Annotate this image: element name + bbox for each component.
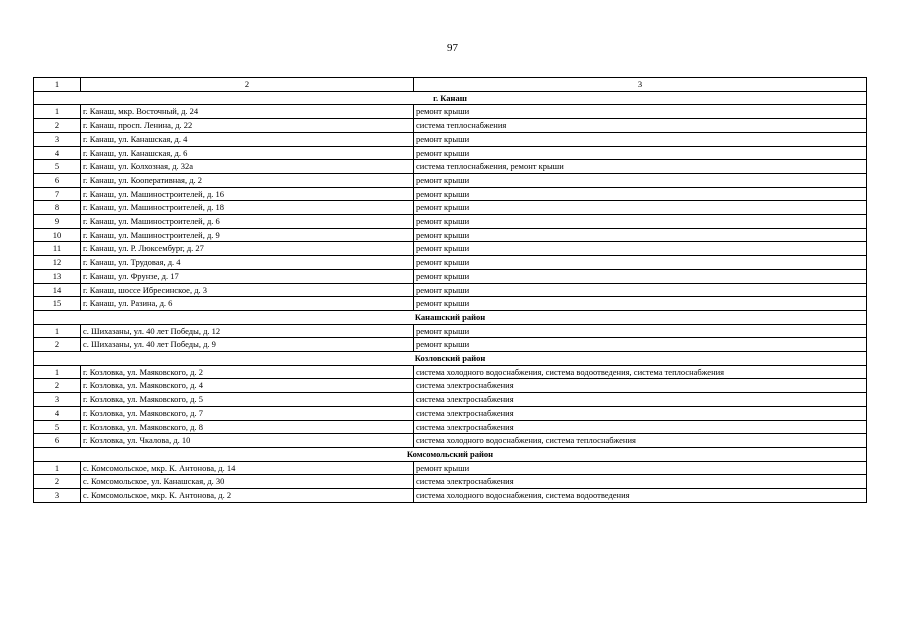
table-row [34, 173, 867, 187]
header-row [34, 78, 867, 92]
section-title: Комсомольский район [34, 447, 867, 461]
work-type-cell: система теплоснабжения [414, 119, 867, 133]
work-type-cell: ремонт крыши [414, 256, 867, 270]
work-type-cell: ремонт крыши [414, 146, 867, 160]
address-cell: с. Комсомольское, мкр. К. Антонова, д. 2 [81, 489, 414, 503]
table-row [34, 283, 867, 297]
header-cell: 2 [81, 78, 414, 92]
work-type-cell: ремонт крыши [414, 105, 867, 119]
address-cell: с. Комсомольское, ул. Канашская, д. 30 [81, 475, 414, 489]
work-type-cell: ремонт крыши [414, 201, 867, 215]
address-cell: г. Канаш, мкр. Восточный, д. 24 [81, 105, 414, 119]
repair-table [33, 77, 867, 503]
work-type-cell: система электроснабжения [414, 475, 867, 489]
row-number: 1 [34, 365, 81, 379]
row-number: 9 [34, 215, 81, 229]
section-title: г. Канаш [34, 91, 867, 105]
address-cell: г. Канаш, ул. Р. Люксембург, д. 27 [81, 242, 414, 256]
address-cell: г. Козловка, ул. Маяковского, д. 5 [81, 393, 414, 407]
row-number: 1 [34, 324, 81, 338]
table-row [34, 201, 867, 215]
work-type-cell: ремонт крыши [414, 228, 867, 242]
table-row [34, 324, 867, 338]
row-number: 11 [34, 242, 81, 256]
row-number: 12 [34, 256, 81, 270]
row-number: 14 [34, 283, 81, 297]
work-type-cell: ремонт крыши [414, 242, 867, 256]
row-number: 1 [34, 461, 81, 475]
row-number: 2 [34, 475, 81, 489]
row-number: 2 [34, 338, 81, 352]
table-row [34, 420, 867, 434]
work-type-cell: система электроснабжения [414, 379, 867, 393]
address-cell: г. Канаш, ул. Машиностроителей, д. 9 [81, 228, 414, 242]
table-row [34, 489, 867, 503]
address-cell: г. Канаш, просп. Ленина, д. 22 [81, 119, 414, 133]
row-number: 4 [34, 146, 81, 160]
row-number: 3 [34, 132, 81, 146]
table-row [34, 406, 867, 420]
section-row [34, 91, 867, 105]
table-row [34, 242, 867, 256]
row-number: 15 [34, 297, 81, 311]
table-row [34, 228, 867, 242]
row-number: 3 [34, 489, 81, 503]
work-type-cell: система электроснабжения [414, 406, 867, 420]
address-cell: г. Канаш, ул. Разина, д. 6 [81, 297, 414, 311]
work-type-cell: ремонт крыши [414, 324, 867, 338]
page-number: 97 [447, 42, 458, 54]
address-cell: г. Канаш, ул. Канашская, д. 6 [81, 146, 414, 160]
table-row [34, 434, 867, 448]
work-type-cell: система холодного водоснабжения, система теплоснабжения [414, 434, 867, 448]
row-number: 3 [34, 393, 81, 407]
header-cell: 3 [414, 78, 867, 92]
section-row [34, 447, 867, 461]
work-type-cell: ремонт крыши [414, 187, 867, 201]
row-number: 13 [34, 269, 81, 283]
row-number: 8 [34, 201, 81, 215]
table-row [34, 160, 867, 174]
address-cell: г. Канаш, ул. Колхозная, д. 32а [81, 160, 414, 174]
work-type-cell: система теплоснабжения, ремонт крыши [414, 160, 867, 174]
address-cell: г. Козловка, ул. Маяковского, д. 2 [81, 365, 414, 379]
row-number: 1 [34, 105, 81, 119]
address-cell: г. Канаш, шоссе Ибресинское, д. 3 [81, 283, 414, 297]
work-type-cell: ремонт крыши [414, 338, 867, 352]
table-row [34, 105, 867, 119]
address-cell: г. Козловка, ул. Чкалова, д. 10 [81, 434, 414, 448]
work-type-cell: ремонт крыши [414, 461, 867, 475]
row-number: 6 [34, 173, 81, 187]
address-cell: г. Козловка, ул. Маяковского, д. 7 [81, 406, 414, 420]
table-row [34, 256, 867, 270]
work-type-cell: ремонт крыши [414, 132, 867, 146]
address-cell: г. Козловка, ул. Маяковского, д. 4 [81, 379, 414, 393]
address-cell: г. Канаш, ул. Машиностроителей, д. 18 [81, 201, 414, 215]
row-number: 7 [34, 187, 81, 201]
table-row [34, 187, 867, 201]
address-cell: г. Канаш, ул. Машиностроителей, д. 6 [81, 215, 414, 229]
work-type-cell: система холодного водоснабжения, система водоотведения [414, 489, 867, 503]
table-row [34, 461, 867, 475]
section-title: Канашский район [34, 310, 867, 324]
address-cell: г. Козловка, ул. Маяковского, д. 8 [81, 420, 414, 434]
table-row [34, 269, 867, 283]
address-cell: г. Канаш, ул. Кооперативная, д. 2 [81, 173, 414, 187]
table-row [34, 365, 867, 379]
address-cell: с. Шихазаны, ул. 40 лет Победы, д. 12 [81, 324, 414, 338]
row-number: 6 [34, 434, 81, 448]
table-row [34, 119, 867, 133]
address-cell: с. Комсомольское, мкр. К. Антонова, д. 14 [81, 461, 414, 475]
row-number: 5 [34, 160, 81, 174]
work-type-cell: ремонт крыши [414, 269, 867, 283]
section-row [34, 310, 867, 324]
table-row [34, 215, 867, 229]
row-number: 2 [34, 379, 81, 393]
address-cell: г. Канаш, ул. Машиностроителей, д. 16 [81, 187, 414, 201]
table-row [34, 146, 867, 160]
work-type-cell: система электроснабжения [414, 393, 867, 407]
table-row [34, 379, 867, 393]
section-title: Козловский район [34, 352, 867, 366]
work-type-cell: ремонт крыши [414, 215, 867, 229]
section-row [34, 352, 867, 366]
work-type-cell: система холодного водоснабжения, система водоотведения, система теплоснабжения [414, 365, 867, 379]
table-row [34, 393, 867, 407]
address-cell: с. Шихазаны, ул. 40 лет Победы, д. 9 [81, 338, 414, 352]
table-row [34, 132, 867, 146]
row-number: 10 [34, 228, 81, 242]
row-number: 4 [34, 406, 81, 420]
table-row [34, 338, 867, 352]
table-row [34, 297, 867, 311]
row-number: 5 [34, 420, 81, 434]
work-type-cell: ремонт крыши [414, 297, 867, 311]
address-cell: г. Канаш, ул. Фрунзе, д. 17 [81, 269, 414, 283]
address-cell: г. Канаш, ул. Трудовая, д. 4 [81, 256, 414, 270]
row-number: 2 [34, 119, 81, 133]
header-cell: 1 [34, 78, 81, 92]
work-type-cell: система электроснабжения [414, 420, 867, 434]
table-row [34, 475, 867, 489]
work-type-cell: ремонт крыши [414, 173, 867, 187]
address-cell: г. Канаш, ул. Канашская, д. 4 [81, 132, 414, 146]
work-type-cell: ремонт крыши [414, 283, 867, 297]
